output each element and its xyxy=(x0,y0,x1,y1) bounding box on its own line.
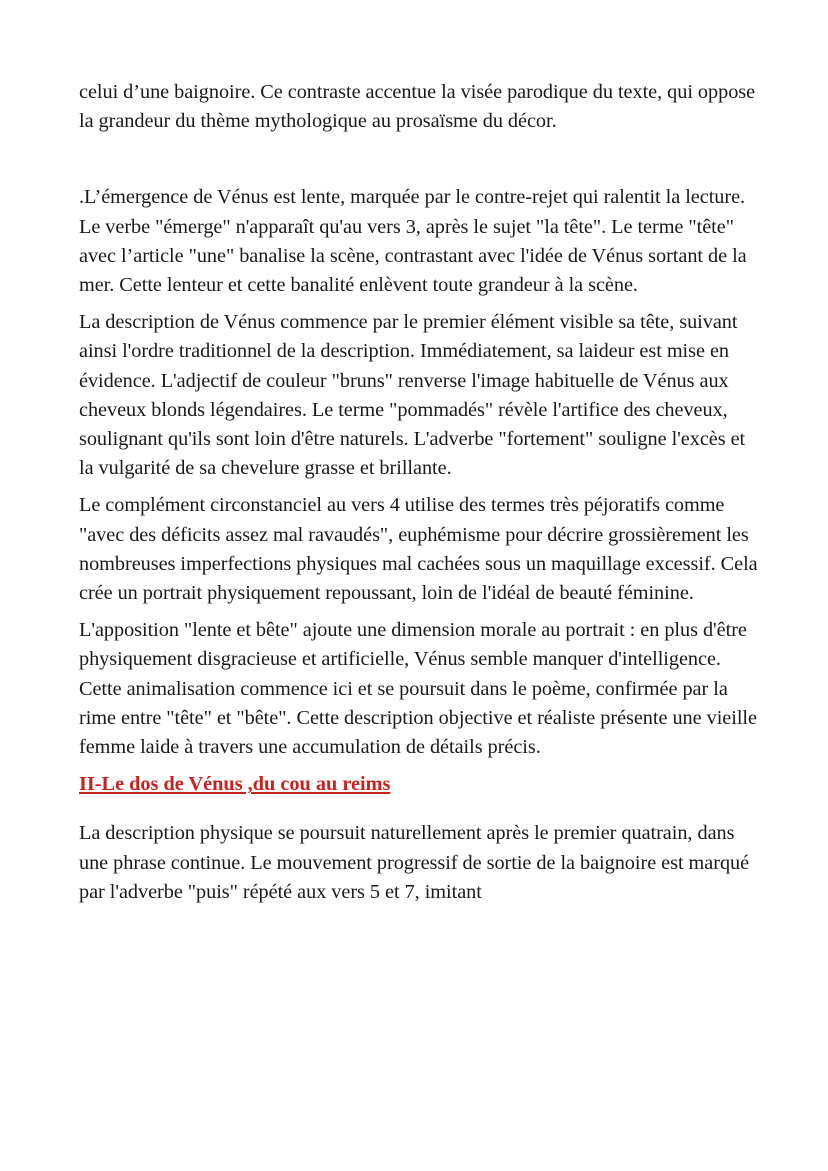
paragraph-apposition: L'apposition "lente et bête" ajoute une dimension morale au portrait : en plus d'être physiquement disgracieuse et artificielle, Vénus semble manquer d'intelligence. Cette animalisation commence ici et se poursuit dans le poème, confirmée par la rime entre "tête" et "bête". Cette description objective et réaliste présente une vieille femme laide à travers une accumulation de détails précis. xyxy=(79,619,757,759)
paragraph-head-description: La description de Vénus commence par le premier élément visible sa tête, suivant ainsi l'ordre traditionnel de la description. Immédiatement, sa laideur est mise en évidence. L'adjectif de couleur "bruns" renverse l'image habituelle de Vénus aux cheveux blonds légendaires. Le terme "pommadés" révèle l'artifice des cheveux, soulignant qu'ils sont loin d'être naturels. L'adverbe "fortement" souligne l'excès et la vulgarité de sa chevelure grasse et brillante. xyxy=(79,311,746,480)
paragraph-emergence: .L’émergence de Vénus est lente, marquée par le contre-rejet qui ralentit la lecture. Le verbe "émerge" n'apparaît qu'au vers 3, après le sujet "la tête". Le terme "tête" avec l’article "une" banalise la scène, contrastant avec l'idée de Vénus sortant de la mer. Cette lenteur et cette banalité enlèvent toute grandeur à la scène. xyxy=(79,186,747,297)
paragraph-complement: Le complément circonstanciel au vers 4 utilise des termes très péjoratifs comme "avec des déficits assez mal ravaudés", euphémisme pour décrire grossièrement les nombreuses imperfections physiques mal cachées sous un maquillage excessif. Cela crée un portrait physiquement repoussant, loin de l'idéal de beauté féminine. xyxy=(79,494,758,605)
section-heading: II-Le dos de Vénus ,du cou au reims xyxy=(79,773,391,796)
document-page xyxy=(79,78,759,907)
paragraph-section-intro: La description physique se poursuit naturellement après le premier quatrain, dans une phrase continue. Le mouvement progressif de sortie de la baignoire est marqué par l'adverbe "puis" répété aux vers 5 et 7, imitant xyxy=(79,822,750,903)
paragraph-intro-conclusion: celui d’une baignoire. Ce contraste accentue la visée parodique du texte, qui oppose la grandeur du thème mythologique au prosaïsme du décor. xyxy=(79,81,756,133)
